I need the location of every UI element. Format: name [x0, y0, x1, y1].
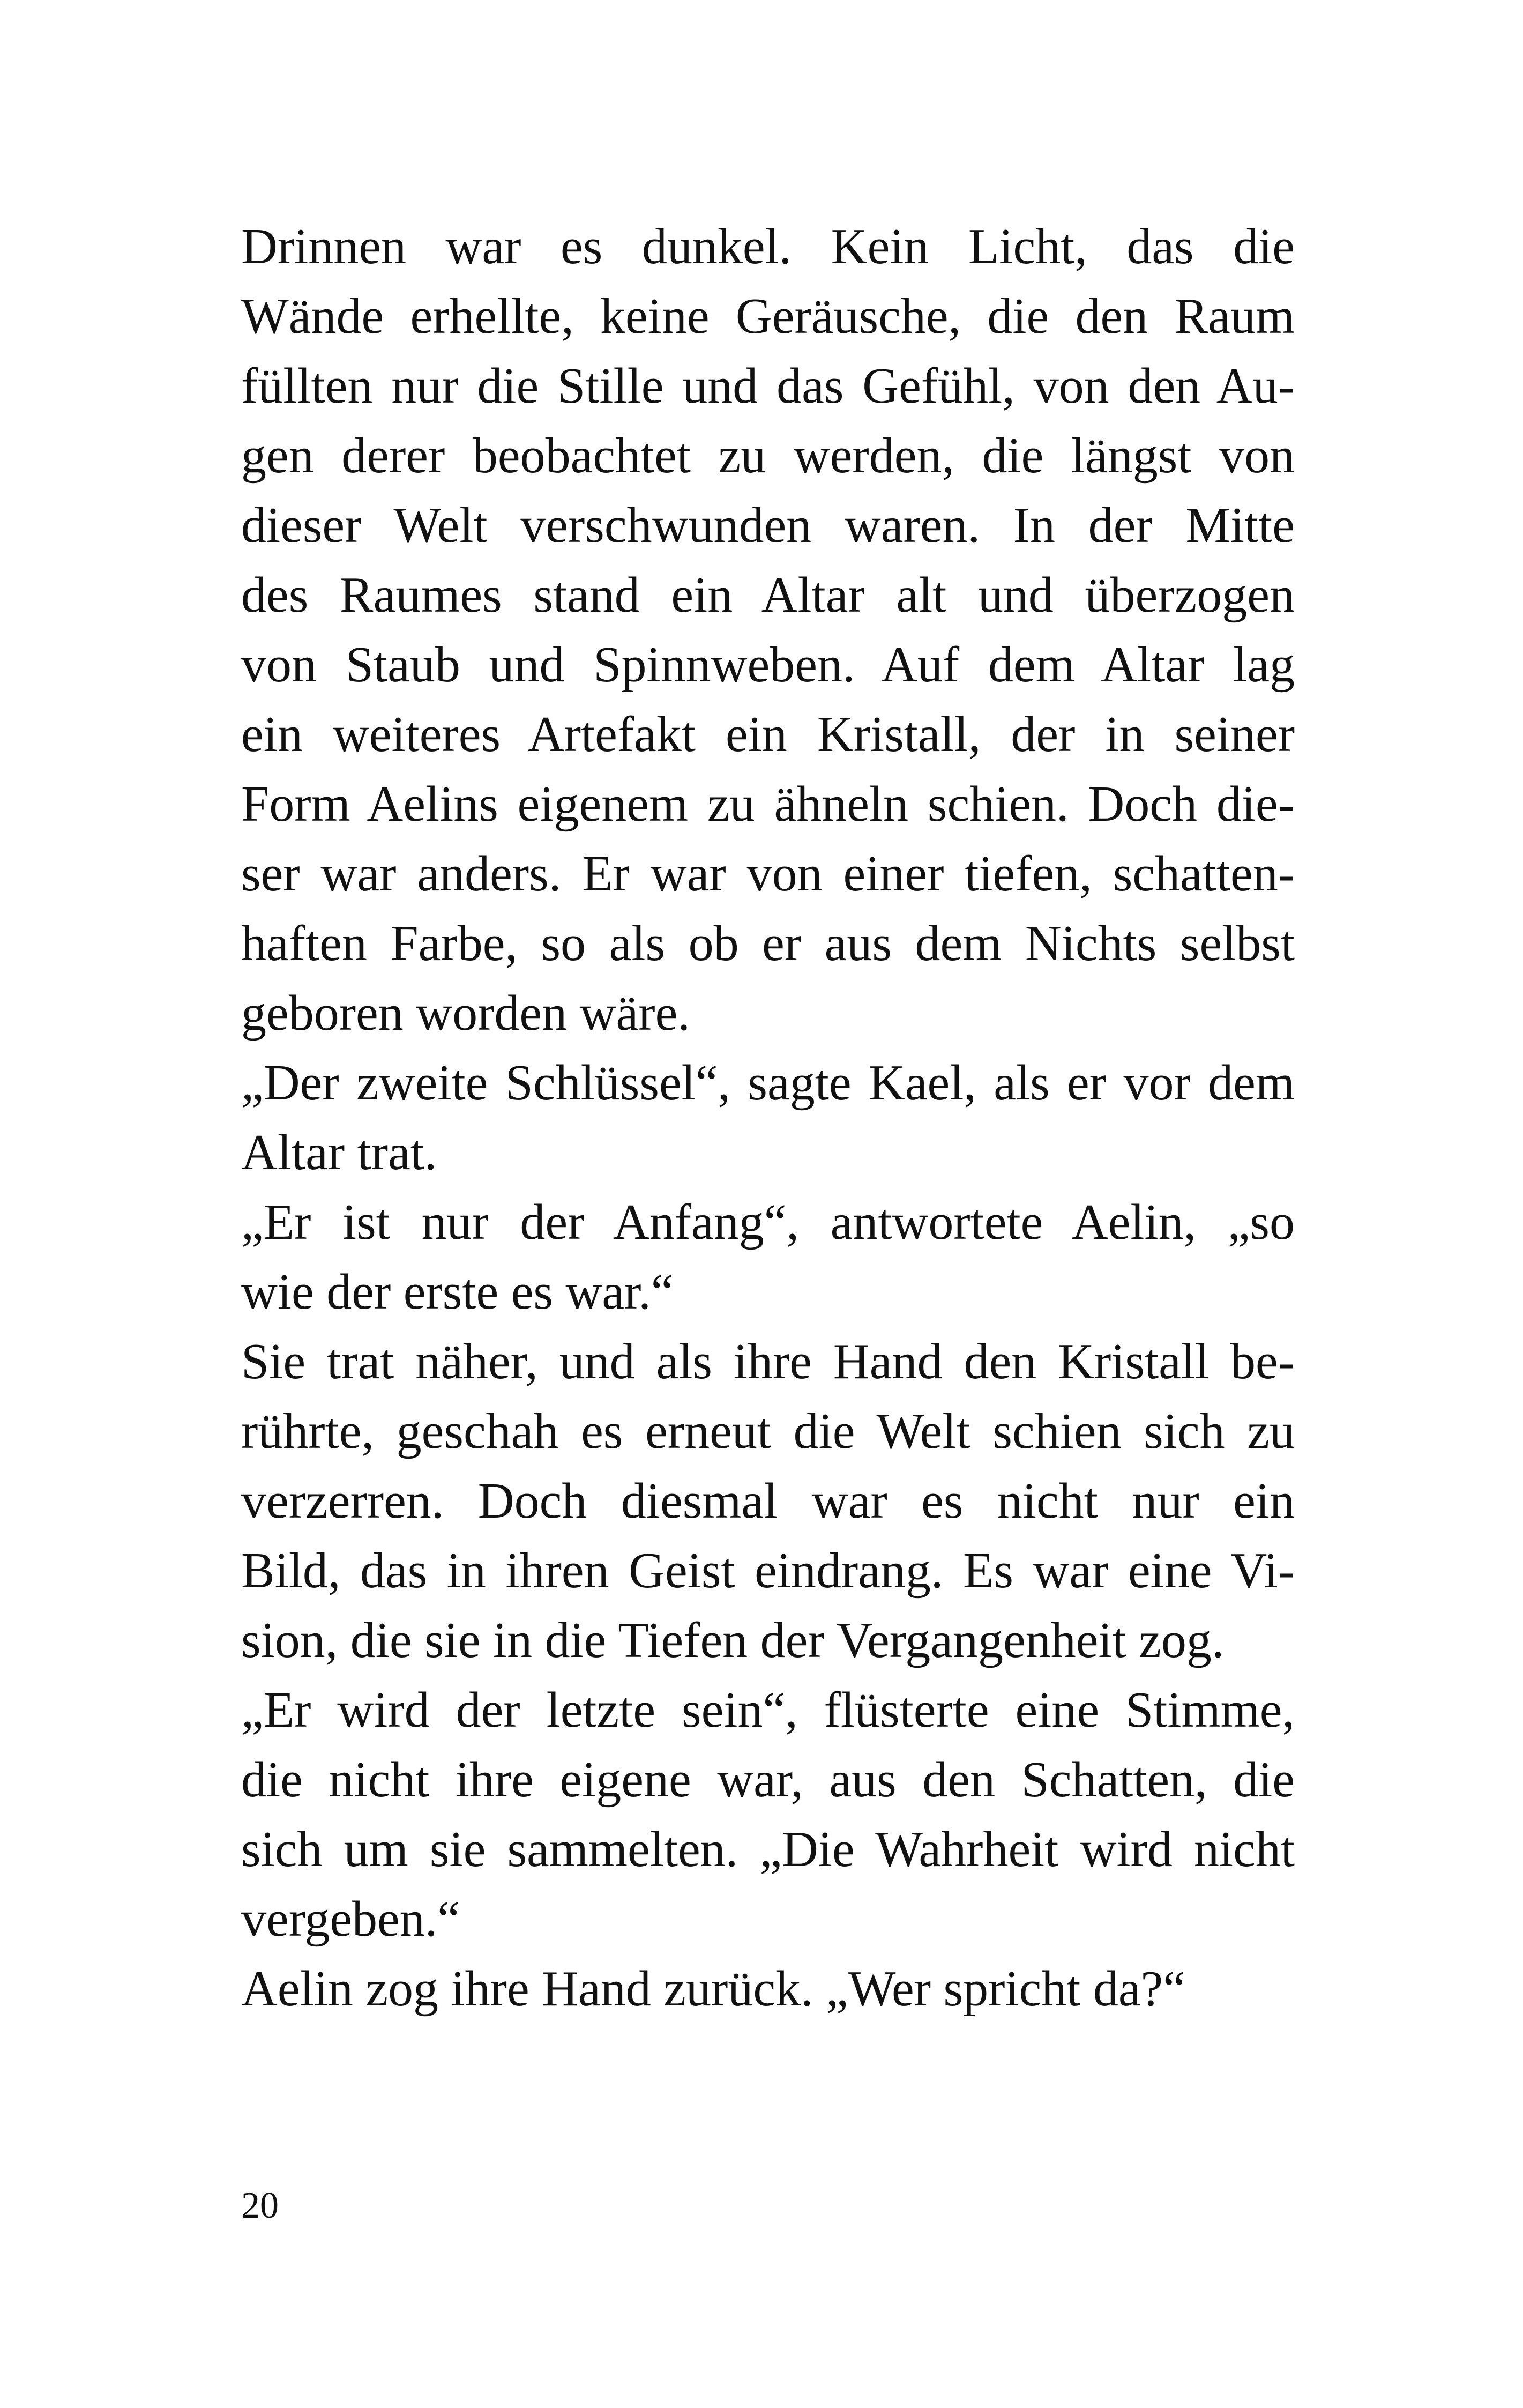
- text-line: dieser Welt verschwunden waren. In der Mitte: [241, 497, 1295, 553]
- text-line: Sie trat näher, und als ihre Hand den Kristall be-: [241, 1334, 1295, 1389]
- text-line: verzerren. Doch diesmal war es nicht nur ein: [241, 1473, 1295, 1529]
- text-line: Aelin zog ihre Hand zurück. „Wer spricht da?“: [241, 1961, 1185, 2017]
- text-line: gen derer beobachtet zu werden, die längst von: [241, 428, 1295, 484]
- text-line: von Staub und Spinnweben. Auf dem Altar lag: [241, 637, 1295, 693]
- body-text: [241, 212, 1295, 2024]
- text-line: ser war anders. Er war von einer tiefen, schatten-: [241, 846, 1295, 902]
- text-line: „Der zweite Schlüssel“, sagte Kael, als er vor dem: [241, 1055, 1295, 1111]
- text-line: Bild, das in ihren Geist eindrang. Es war eine Vi-: [241, 1543, 1295, 1599]
- text-line: haften Farbe, so als ob er aus dem Nichts selbst: [241, 916, 1295, 971]
- text-line: wie der erste es war.“: [241, 1264, 674, 1320]
- text-line: des Raumes stand ein Altar alt und überzogen: [241, 567, 1295, 623]
- text-line: „Er wird der letzte sein“, flüsterte eine Stimme,: [241, 1682, 1295, 1738]
- text-line: die nicht ihre eigene war, aus den Schatten, die: [241, 1752, 1295, 1808]
- text-line: sion, die sie in die Tiefen der Vergangenheit zog.: [241, 1612, 1225, 1668]
- text-line: ein weiteres Artefakt ein Kristall, der in seiner: [241, 707, 1295, 762]
- text-line: vergeben.“: [241, 1891, 460, 1947]
- page-number: 20: [241, 2185, 279, 2226]
- text-line: Drinnen war es dunkel. Kein Licht, das die: [241, 219, 1295, 274]
- text-line: Form Aelins eigenem zu ähneln schien. Doch die-: [241, 776, 1295, 832]
- text-line: rührte, geschah es erneut die Welt schien sich zu: [241, 1403, 1295, 1459]
- text-line: sich um sie sammelten. „Die Wahrheit wird nicht: [241, 1822, 1295, 1877]
- text-line: Wände erhellte, keine Geräusche, die den Raum: [241, 288, 1295, 344]
- text-line: Altar trat.: [241, 1125, 437, 1180]
- text-line: geboren worden wäre.: [241, 985, 690, 1041]
- text-line: füllten nur die Stille und das Gefühl, von den Au-: [241, 358, 1295, 414]
- text-line: „Er ist nur der Anfang“, antwortete Aelin, „so: [241, 1194, 1295, 1250]
